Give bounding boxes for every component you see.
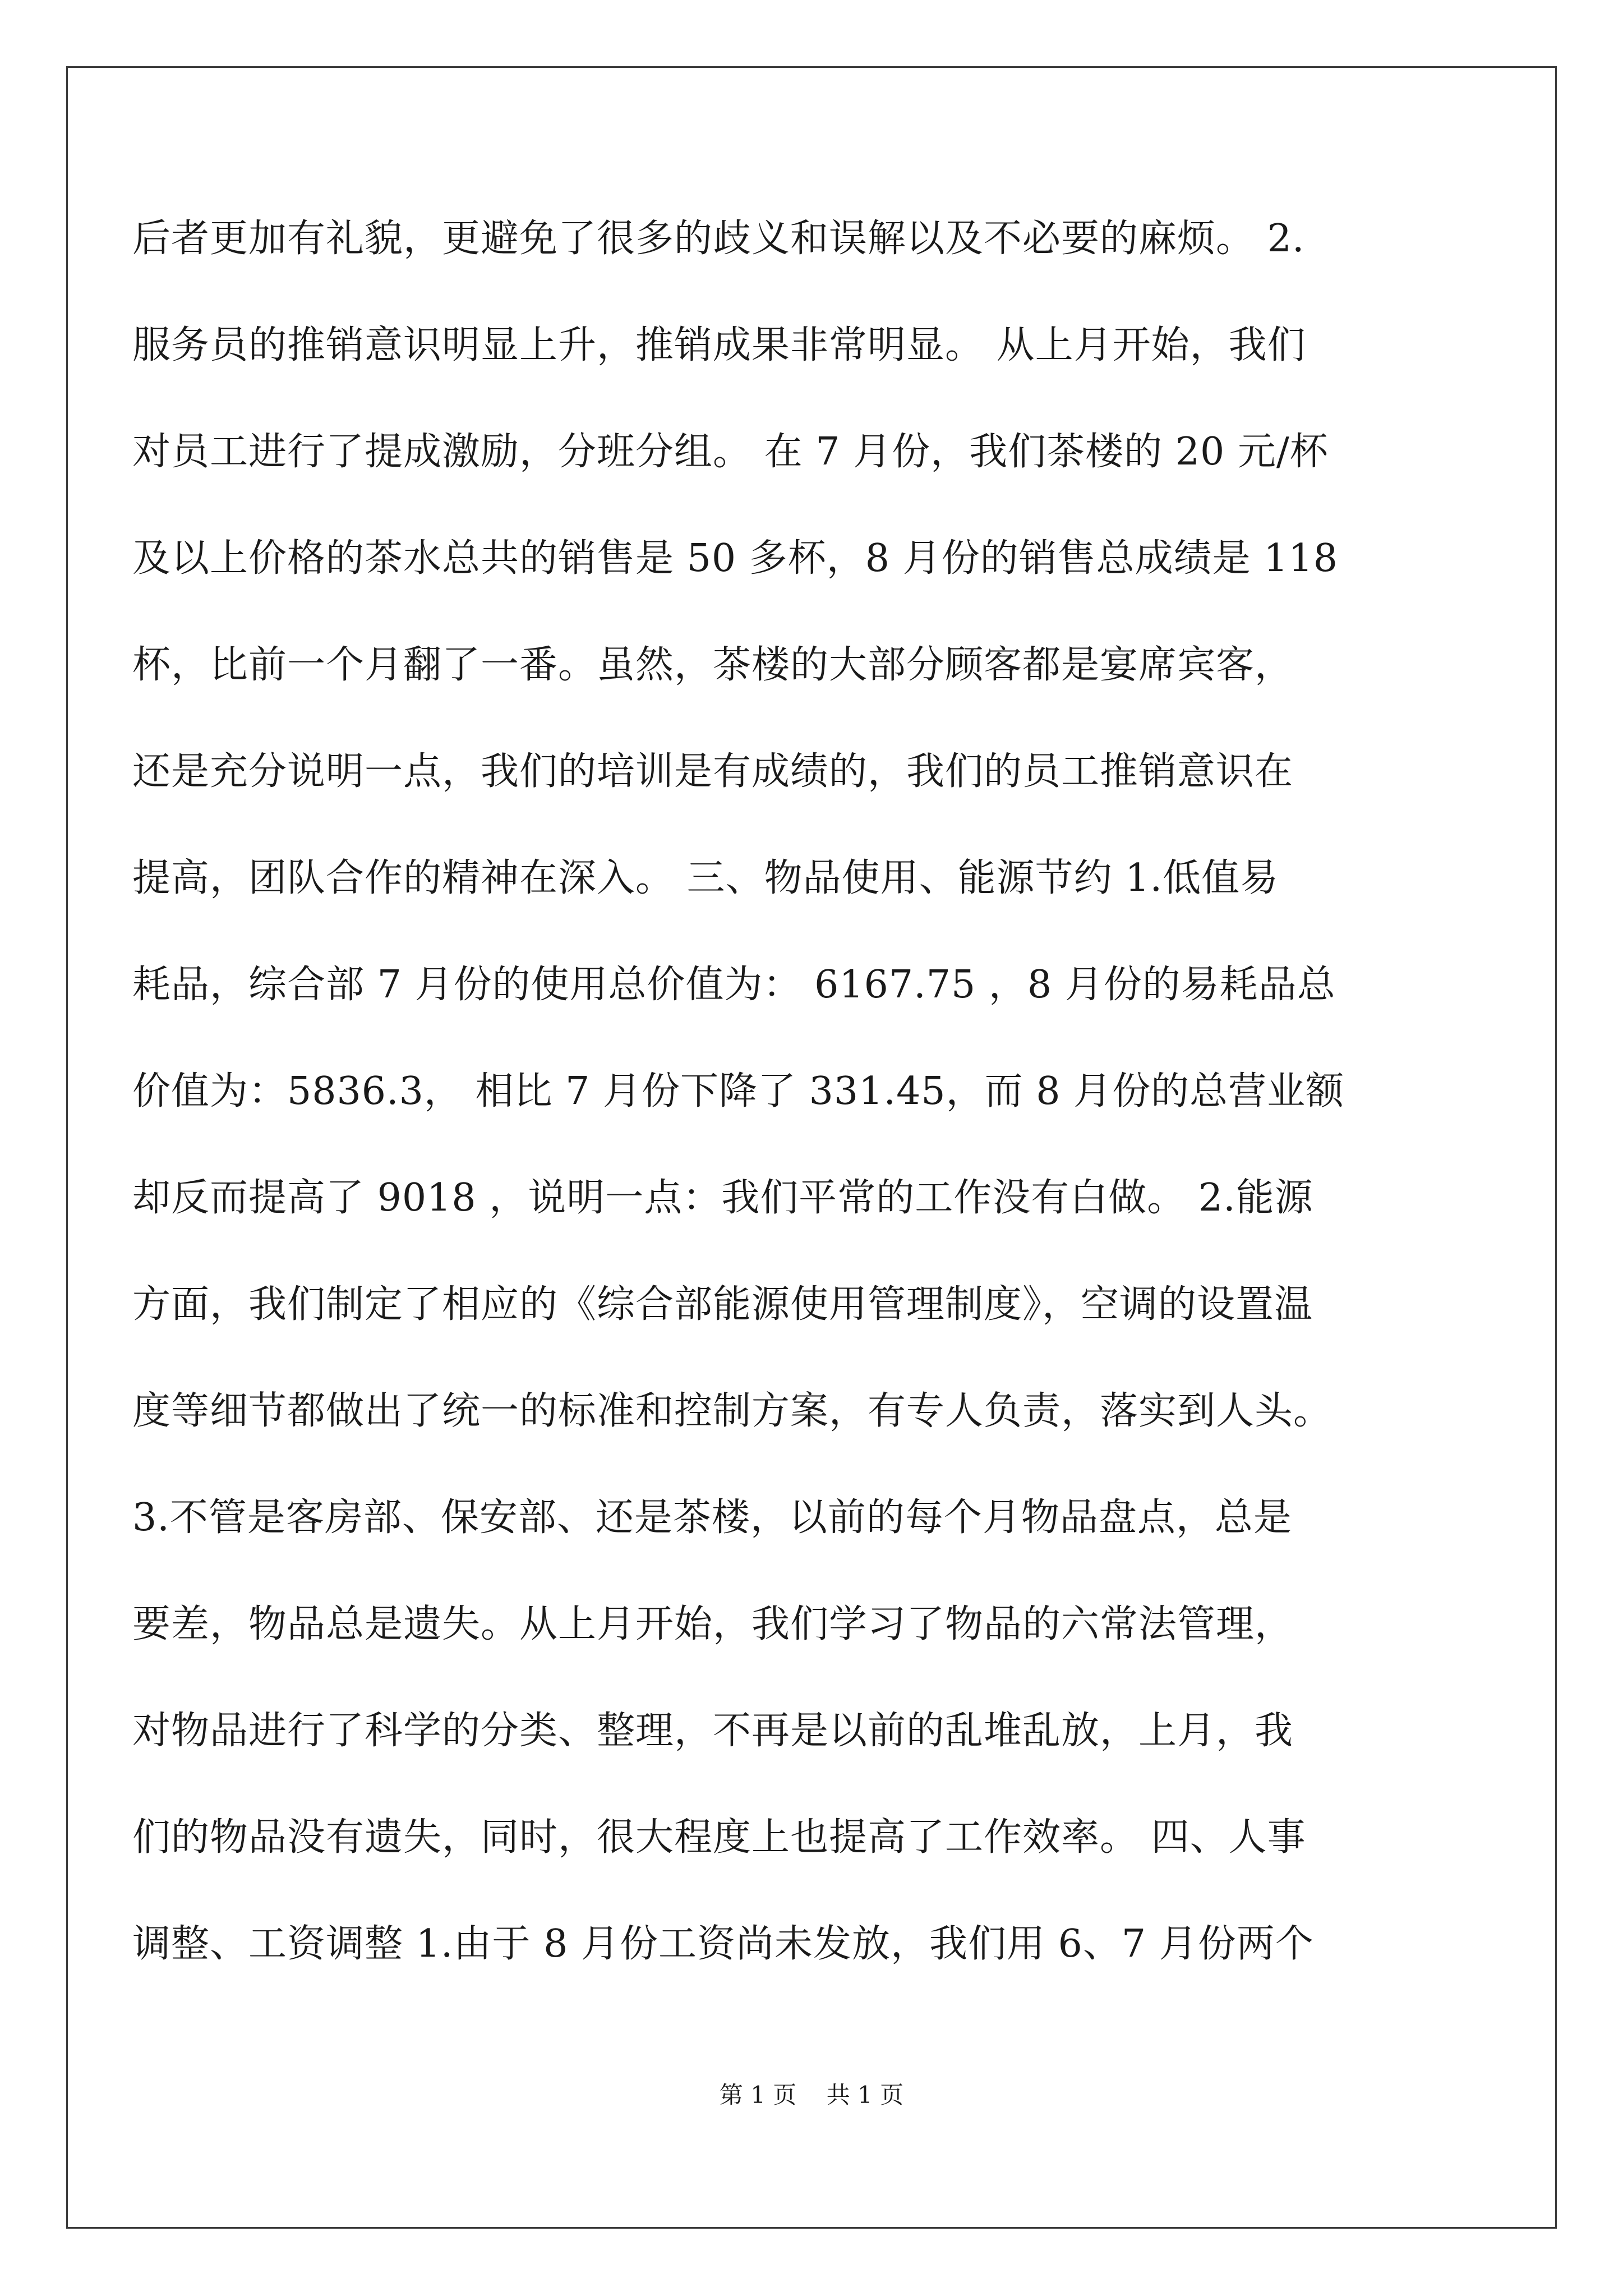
text-line: 要差，物品总是遗失。从上月开始，我们学习了物品的六常法管理， (132, 1602, 1294, 1646)
text-line: 对物品进行了科学的分类、整理，不再是以前的乱堆乱放，上月，我 (132, 1709, 1294, 1753)
page-border (66, 66, 1557, 2229)
text-line: 杯，比前一个月翻了一番。虽然，茶楼的大部分顾客都是宴席宾客， (132, 643, 1294, 687)
text-line: 耗品，综合部 7 月份的使用总价值为： 6167.75 ，8 月份的易耗品总 (132, 963, 1336, 1007)
text-line: 及以上价格的茶水总共的销售是 50 多杯，8 月份的销售总成绩是 118 (132, 536, 1339, 581)
page-number: 第 1 页 (719, 2081, 797, 2109)
page-footer (0, 2081, 1623, 2109)
text-line: 3.不管是客房部、保安部、还是茶楼，以前的每个月物品盘点，总是 (132, 1496, 1292, 1540)
text-line: 度等细节都做出了统一的标准和控制方案，有专人负责，落实到人头。 (132, 1389, 1332, 1433)
text-line: 对员工进行了提成激励，分班分组。 在 7 月份，我们茶楼的 20 元/杯 (132, 430, 1329, 474)
text-line: 后者更加有礼貌，更避免了很多的歧义和误解以及不必要的麻烦。 2. (132, 217, 1305, 261)
text-line: 方面，我们制定了相应的《综合部能源使用管理制度》，空调的设置温 (132, 1282, 1313, 1327)
page-total: 共 1 页 (826, 2081, 904, 2109)
text-line: 提高，团队合作的精神在深入。 三、物品使用、能源节约 1.低值易 (132, 856, 1279, 900)
text-line: 们的物品没有遗失，同时，很大程度上也提高了工作效率。 四、人事 (132, 1815, 1306, 1860)
text-line: 调整、工资调整 1.由于 8 月份工资尚未发放，我们用 6、7 月份两个 (132, 1922, 1314, 1966)
text-line: 服务员的推销意识明显上升，推销成果非常明显。 从上月开始，我们 (132, 323, 1306, 367)
text-line: 还是充分说明一点，我们的培训是有成绩的，我们的员工推销意识在 (132, 749, 1294, 794)
text-line: 却反而提高了 9018 ，说明一点：我们平常的工作没有白做。 2.能源 (132, 1176, 1313, 1220)
text-line: 价值为：5836.3， 相比 7 月份下降了 331.45，而 8 月份的总营业额 (132, 1069, 1345, 1114)
